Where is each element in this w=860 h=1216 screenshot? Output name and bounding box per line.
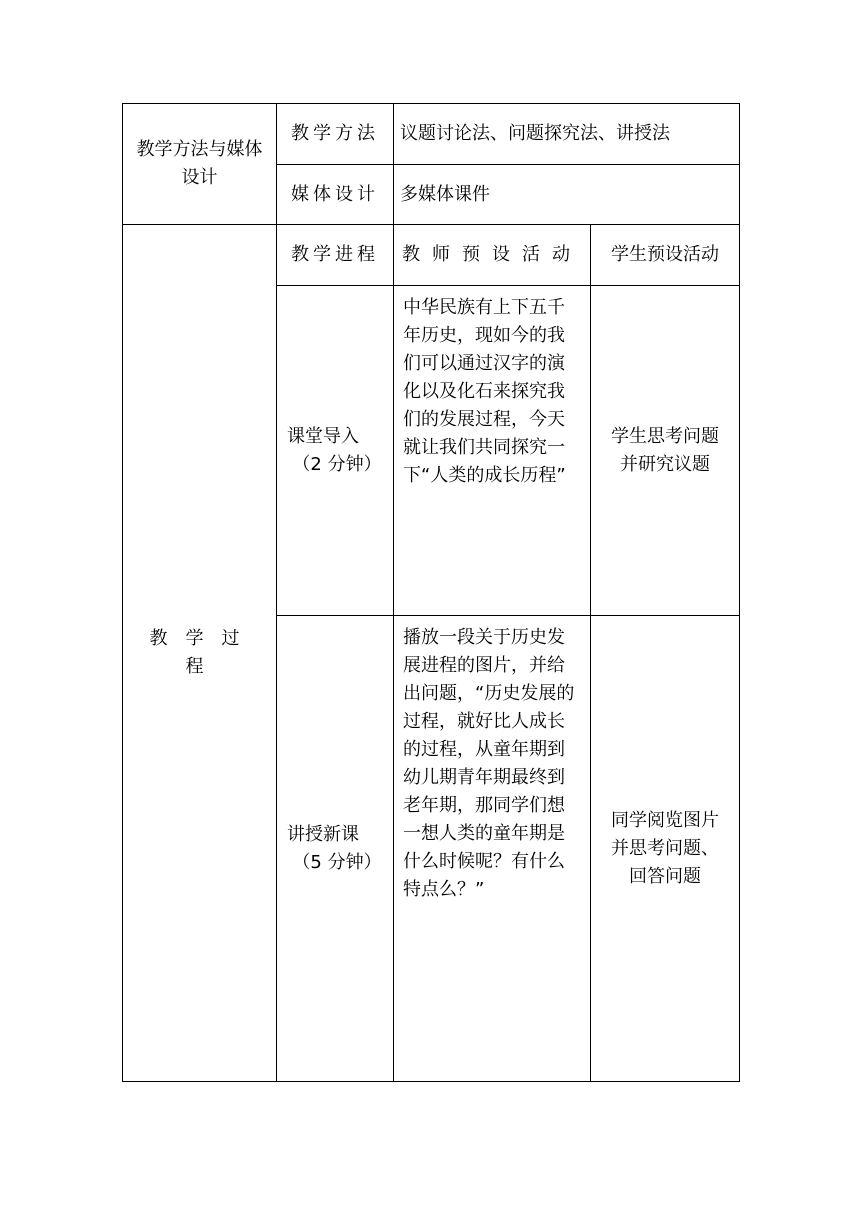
header-stage: 教学进程 [277, 225, 394, 286]
methods-media-section-label: 教学方法与媒体设计 [123, 104, 277, 225]
student-activity-line: 同学阅览图片 [611, 809, 719, 831]
stage-cell [277, 286, 394, 616]
teacher-activity-cell: 播放一段关于历史发展进程的图片，并给出问题，“历史发展的过程，就好比人成长的过程，从童年期到幼儿期青年期最终到老年期，那同学们想一想人类的童年期是什么时候呢？有什么特点么？” [394, 616, 591, 1082]
lesson-plan-table [122, 103, 740, 1082]
student-activity-cell [591, 286, 740, 616]
teaching-method-row [123, 104, 740, 165]
stage-name: 课堂导入 [287, 425, 359, 447]
stage-time: （5 分钟） [292, 851, 382, 873]
teaching-method-label: 教学方法 [277, 104, 394, 165]
student-activity-cell [591, 616, 740, 1082]
student-activity-line: 学生思考问题 [611, 425, 719, 447]
stage-name: 讲授新课 [287, 823, 359, 845]
media-design-label: 媒体设计 [277, 165, 394, 225]
student-activity-line: 并思考问题、 [611, 837, 719, 859]
stage-time: （2 分钟） [292, 453, 382, 475]
stage-cell [277, 616, 394, 1082]
header-teacher-activity: 教师预设活动 [394, 225, 591, 286]
process-header-row [123, 225, 740, 286]
teaching-process-section-label: 教学过程 [123, 225, 277, 1082]
header-student-activity: 学生预设活动 [591, 225, 740, 286]
student-activity-line: 并研究议题 [620, 453, 710, 475]
teaching-method-value: 议题讨论法、问题探究法、讲授法 [394, 104, 740, 165]
student-activity-line: 回答问题 [629, 865, 701, 887]
media-design-value: 多媒体课件 [394, 165, 740, 225]
teacher-activity-cell: 中华民族有上下五千年历史，现如今的我们可以通过汉字的演化以及化石来探究我们的发展过程，今天就让我们共同探究一下“人类的成长历程” [394, 286, 591, 616]
